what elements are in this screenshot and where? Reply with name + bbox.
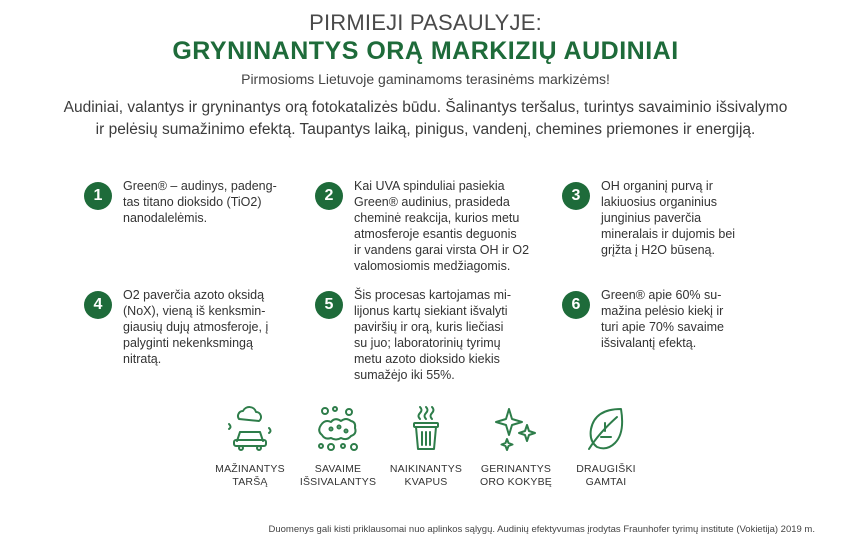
car-smog-icon xyxy=(225,405,275,451)
step-line: atmosferoje esantis deguonis xyxy=(354,227,517,241)
feature-label-line: IŠSIVALANTYS xyxy=(299,476,377,488)
step-line: junginius paverčia xyxy=(601,211,702,225)
step-number-badge: 4 xyxy=(84,291,112,319)
step-line: nitratą. xyxy=(123,352,162,366)
feature-label-line: DRAUGIŠKI xyxy=(576,463,636,475)
step-line: O2 paverčia azoto oksidą xyxy=(123,288,265,302)
step-line: paviršių ir orą, kuris liečiasi xyxy=(354,320,504,334)
title-top: PIRMIEJI PASAULYJE: xyxy=(309,10,542,35)
step-3 xyxy=(562,178,766,258)
feature-label-line: GAMTAI xyxy=(585,476,627,488)
step-line: sumažėjo iki 55%. xyxy=(354,368,455,382)
step-number-badge: 6 xyxy=(562,291,590,319)
step-number-badge: 1 xyxy=(84,182,112,210)
feature-label-line: MAŽINANTYS xyxy=(215,463,285,475)
step-line: mažina pelėsio kiekį ir xyxy=(601,304,724,318)
step-2 xyxy=(315,178,534,274)
step-1 xyxy=(84,178,288,226)
step-line: grįžta į H2O būseną. xyxy=(601,243,715,257)
step-text xyxy=(601,287,766,351)
feature-label xyxy=(293,463,383,489)
feature-label-line: SAVAIME xyxy=(314,463,362,475)
step-text xyxy=(123,287,288,367)
step-4 xyxy=(84,287,288,367)
feature-odor-destroying xyxy=(381,405,471,489)
step-line: (NoX), vieną iš kenksmin- xyxy=(123,304,266,318)
feature-label xyxy=(561,463,651,489)
feature-reduce-pollution xyxy=(205,405,295,489)
feature-label xyxy=(205,463,295,489)
step-number-badge: 3 xyxy=(562,182,590,210)
step-line: tas titano dioksido (TiO2) xyxy=(123,195,262,209)
page-title: GRYNINANTYS ORĄ MARKIZIŲ AUDINIAI xyxy=(172,37,679,65)
step-line: mineralais ir dujomis bei xyxy=(601,227,736,241)
feature-label xyxy=(381,463,471,489)
step-line: ir vandens garai virsta OH ir O2 xyxy=(354,243,530,257)
step-line: lakiuosius organinius xyxy=(601,195,718,209)
step-line: Green® – audinys, padeng- xyxy=(123,179,277,193)
step-line: giausių dujų atmosferoje, į xyxy=(123,320,269,334)
step-line: išsivalantį efektą. xyxy=(601,336,697,350)
step-line: Kai UVA spinduliai pasiekia xyxy=(354,179,505,193)
step-line: turi apie 70% savaime xyxy=(601,320,724,334)
step-line: nanodalelėmis. xyxy=(123,211,208,225)
sparkles-icon xyxy=(491,405,541,451)
step-line: lijonus kartų siekiant išvalyti xyxy=(354,304,508,318)
step-5 xyxy=(315,287,534,383)
leaf-icon xyxy=(581,405,631,451)
step-line: metu azoto dioksido kiekis xyxy=(354,352,500,366)
step-line: Green® apie 60% su- xyxy=(601,288,722,302)
feature-self-cleaning xyxy=(293,405,383,489)
step-6 xyxy=(562,287,766,351)
feature-label-line: ORO KOKYBĘ xyxy=(479,476,553,488)
step-text xyxy=(354,287,534,383)
step-text xyxy=(354,178,534,274)
step-number-badge: 5 xyxy=(315,291,343,319)
step-text xyxy=(601,178,766,258)
step-text xyxy=(123,178,288,226)
feature-label-line: GERINANTYS xyxy=(480,463,552,475)
step-number-badge: 2 xyxy=(315,182,343,210)
intro-line-1: Audiniai, valantys ir gryninantys orą fotokatalizės būdu. Šalinantys teršalus, turintys savaiminio išsivalymo xyxy=(63,99,788,116)
subtitle: Pirmosioms Lietuvoje gaminamoms terasinėms markizėms! xyxy=(241,71,610,87)
step-line: palyginti nekenksmingą xyxy=(123,336,253,350)
feature-eco-friendly xyxy=(561,405,651,489)
step-line: OH organinį purvą ir xyxy=(601,179,713,193)
step-line: Green® audinius, prasideda xyxy=(354,195,510,209)
self-cleaning-sponge-icon xyxy=(313,405,363,451)
feature-label-line: TARŠĄ xyxy=(232,476,268,488)
feature-label-line: NAIKINANTYS xyxy=(389,463,463,475)
intro-text xyxy=(20,97,831,141)
feature-label xyxy=(471,463,561,489)
intro-line-2: ir pelėsių sumažinimo efektą. Taupantys laiką, pinigus, vandenį, chemines priemones ir energiją. xyxy=(95,121,756,138)
footnote: Duomenys gali kisti priklausomai nuo aplinkos sąlygų. Audinių efektyvumas įrodytas Fraunhofer tyrimų institute (Vokietija) 2019 m. xyxy=(268,524,815,535)
feature-label-line: KVAPUS xyxy=(404,476,448,488)
trash-odor-icon xyxy=(401,405,451,451)
feature-air-quality xyxy=(471,405,561,489)
step-line: valomosiomis medžiagomis. xyxy=(354,259,511,273)
step-line: su juo; laboratorinių tyrimų xyxy=(354,336,501,350)
step-line: cheminė reakcija, kurios metu xyxy=(354,211,520,225)
step-line: Šis procesas kartojamas mi- xyxy=(354,288,511,302)
